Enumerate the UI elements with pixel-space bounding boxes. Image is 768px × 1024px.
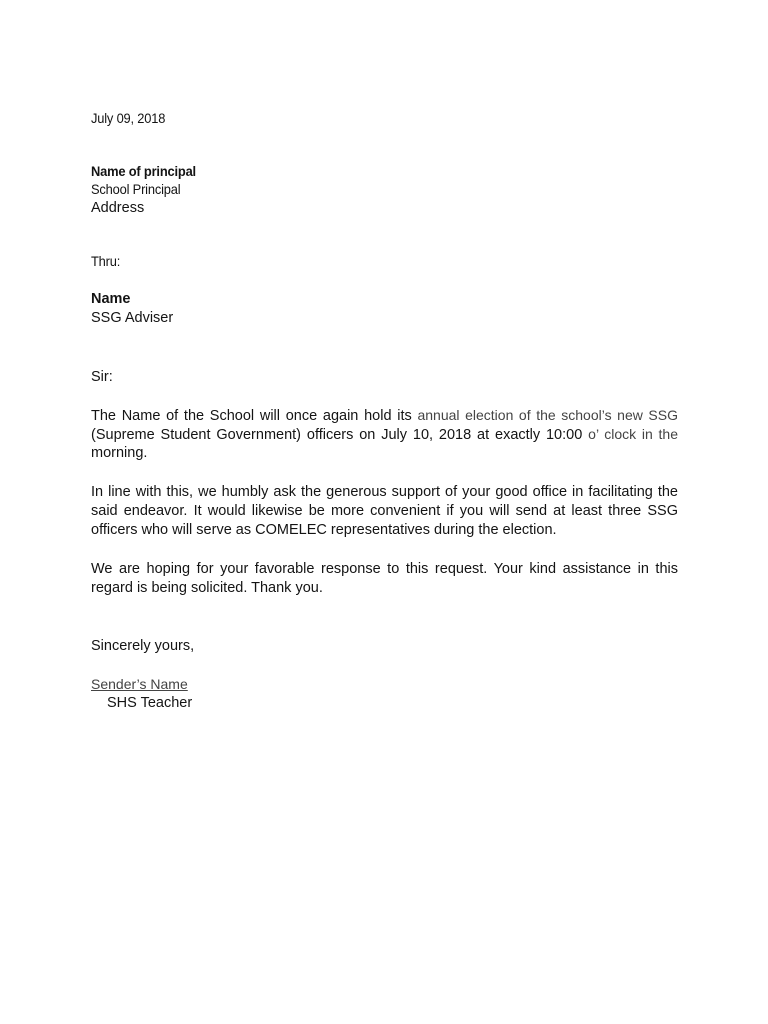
paragraph1-line2-b: o’ clock in the <box>588 426 678 442</box>
sender-title: SHS Teacher <box>107 695 193 711</box>
paragraph1-line2 <box>91 427 678 443</box>
paragraph1-line3: morning. <box>91 445 148 461</box>
paragraph2-line3: officers who will serve as COMELEC representatives during the election. <box>91 522 557 538</box>
recipient-title: School Principal <box>91 181 181 197</box>
sender-name: Sender’s Name <box>91 676 188 692</box>
paragraph3-line1: We are hoping for your favorable response to this request. Your kind assistance in this <box>91 561 678 577</box>
recipient-address: Address <box>91 200 145 216</box>
paragraph2-line2: said endeavor. It would likewise be more convenient if you will send at least three SSG <box>91 503 678 519</box>
thru-label: Thru: <box>91 253 121 269</box>
closing: Sincerely yours, <box>91 638 195 654</box>
paragraph1-line1 <box>91 408 678 424</box>
paragraph3-line2: regard is being solicited. Thank you. <box>91 580 323 596</box>
paragraph2-line1: In line with this, we humbly ask the generous support of your good office in facilitating the <box>91 484 678 500</box>
salutation: Sir: <box>91 369 113 385</box>
thru-name: Name <box>91 291 131 307</box>
paragraph1-line1-a: The Name of the School will once again hold its <box>91 408 418 424</box>
letter-date: July 09, 2018 <box>91 110 166 126</box>
paragraph1-line2-a: (Supreme Student Government) officers on July 10, 2018 at exactly 10:00 <box>91 427 589 443</box>
paragraph1-line1-b: annual election of the school’s new SSG <box>417 407 678 423</box>
thru-title: SSG Adviser <box>91 310 174 326</box>
recipient-name: Name of principal <box>91 163 196 179</box>
